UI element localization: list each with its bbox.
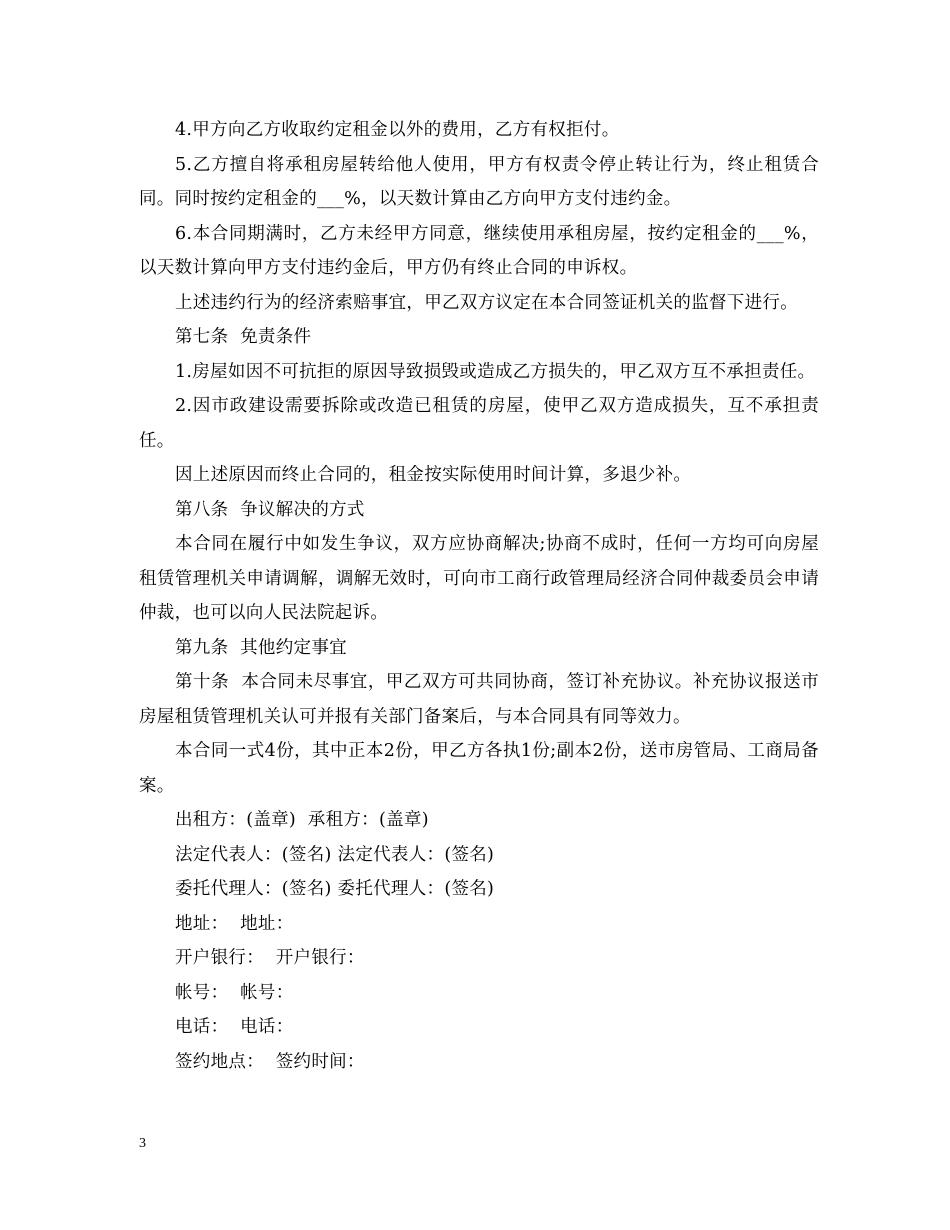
bank-line: 开户银行： 开户银行： [175,948,365,968]
signature-lessor-lessee-line: 出租方：(盖章) 承租方：(盖章) [175,810,429,830]
article-9-heading: 第九条 其他约定事宜 [175,637,347,658]
phone-line: 电话： 电话： [175,1017,294,1037]
breach-claims-paragraph: 上述违约行为的经济索赔事宜，甲乙双方议定在本合同签证机关的监督下进行。 [175,292,798,313]
article-8-heading: 第八条 争议解决的方式 [175,499,365,520]
page-number: 3 [139,1136,146,1151]
dispute-resolution-paragraph: 本合同在履行中如发生争议，双方应协商解决;协商不成时，任何一方均可向房屋租赁管理机关申请调解，调解无效时，可向市工商行政管理局经济合同仲裁委员会申请仲裁，也可以向人民法院起诉。 [139,534,819,623]
article-10-paragraph: 第十条 本合同未尽事宜，甲乙双方可共同协商，签订补充协议。补充协议报送市房屋租赁管理机关认可并报有关部门备案后，与本合同具有同等效力。 [139,672,819,727]
signature-legal-rep-line: 法定代表人：(签名) 法定代表人：(签名) [175,844,495,865]
clause-4-paragraph: 4.甲方向乙方收取约定租金以外的费用，乙方有权拒付。 [175,120,620,140]
clause-6-paragraph: 6.本合同期满时，乙方未经甲方同意，继续使用承租房屋，按约定租金的___%，以天数计算向甲方支付违约金后，甲方仍有终止合同的申诉权。 [139,223,819,278]
signature-agent-line: 委托代理人：(签名) 委托代理人：(签名) [175,879,495,899]
account-line: 帐号： 帐号： [175,982,294,1003]
signing-place-time-line: 签约地点： 签约时间： [175,1051,365,1072]
copies-paragraph: 本合同一式4份，其中正本2份，甲乙方各执1份;副本2份，送市房管局、工商局备案。 [139,741,819,796]
clause-5-paragraph: 5.乙方擅自将承租房屋转给他人使用，甲方有权责令停止转让行为，终止租赁合同。同时按约定租金的___%，以天数计算由乙方向甲方支付违约金。 [139,154,819,209]
exemption-item-1: 1.房屋如因不可抗拒的原因导致损毁或造成乙方损失的，甲乙双方互不承担责任。 [175,361,816,382]
termination-rent-paragraph: 因上述原因而终止合同的，租金按实际使用时间计算，多退少补。 [175,465,692,485]
exemption-item-2: 2.因市政建设需要拆除或改造已租赁的房屋，使甲乙双方造成损失，互不承担责任。 [139,396,819,451]
article-7-heading: 第七条 免责条件 [175,327,312,347]
address-line: 地址： 地址： [175,913,294,934]
document-body [139,113,819,1079]
